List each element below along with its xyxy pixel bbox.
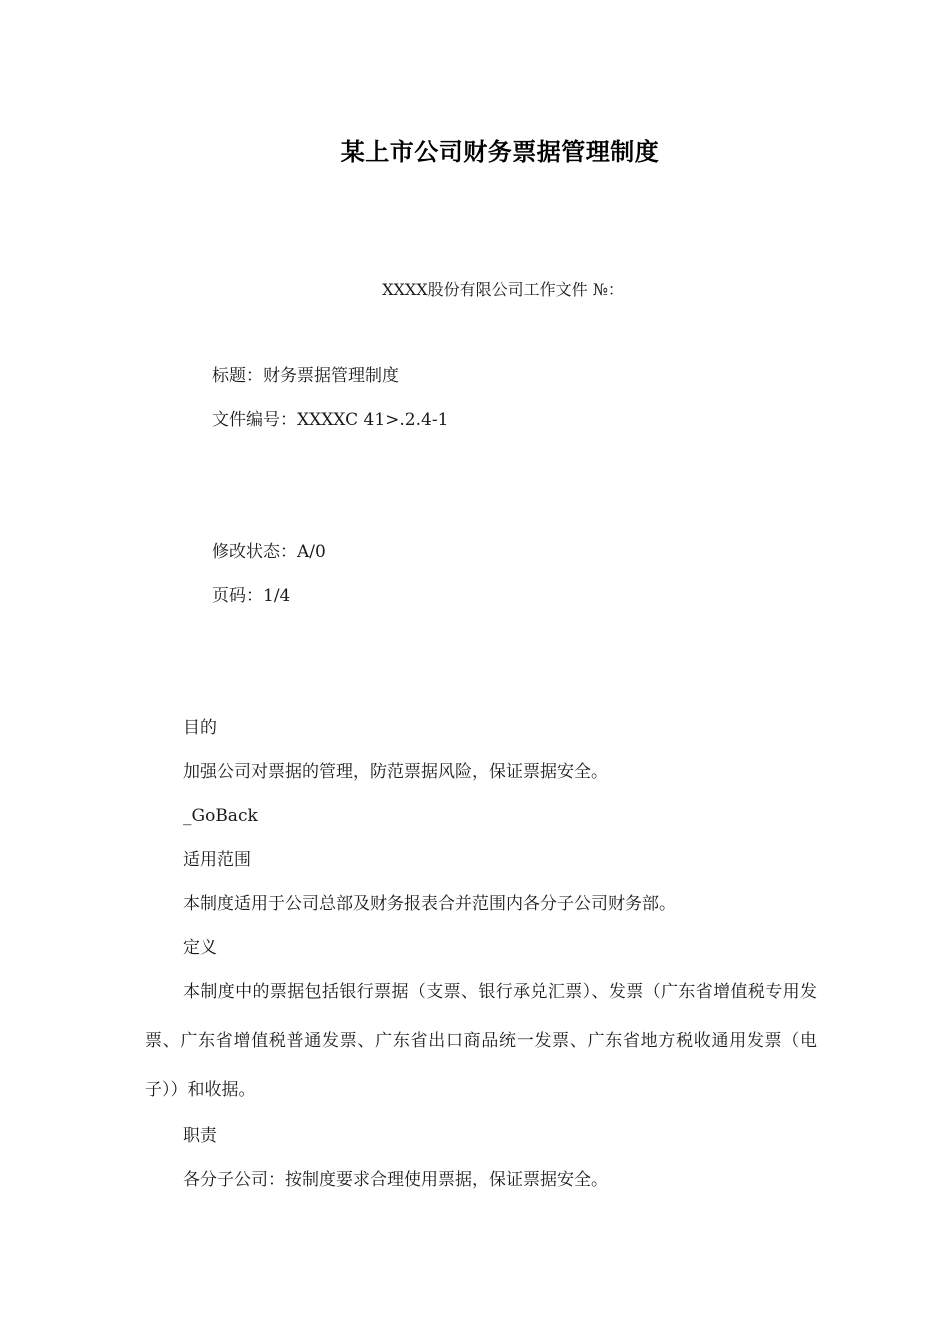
section-heading-definition: 定义 <box>183 938 217 958</box>
document-title: 某上市公司财务票据管理制度 <box>340 138 660 166</box>
section-text-definition: 本制度中的票据包括银行票据（支票、银行承兑汇票）、发票（广东省增值税专用发票、广东省增值税普通发票、广东省出口商品统一发票、广东省地方税收通用发票（电子））和收据。 <box>145 982 817 1100</box>
meta-revision: 修改状态：A/0 <box>212 542 326 562</box>
section-text-duty: 各分子公司：按制度要求合理使用票据，保证票据安全。 <box>183 1170 608 1190</box>
section-text-scope: 本制度适用于公司总部及财务报表合并范围内各分子公司财务部。 <box>183 894 676 914</box>
meta-page-number: 页码：1/4 <box>212 586 291 606</box>
bookmark-goback: _GoBack <box>183 806 258 826</box>
section-heading-scope: 适用范围 <box>183 850 251 870</box>
section-heading-purpose: 目的 <box>183 718 217 738</box>
section-text-purpose: 加强公司对票据的管理，防范票据风险，保证票据安全。 <box>183 762 608 782</box>
company-file-header: XXXX股份有限公司工作文件 №： <box>382 280 624 299</box>
meta-doc-number: 文件编号：XXXXC 41>.2.4-1 <box>212 410 449 430</box>
section-heading-duty: 职责 <box>183 1126 217 1146</box>
meta-title-line: 标题：财务票据管理制度 <box>212 366 399 386</box>
